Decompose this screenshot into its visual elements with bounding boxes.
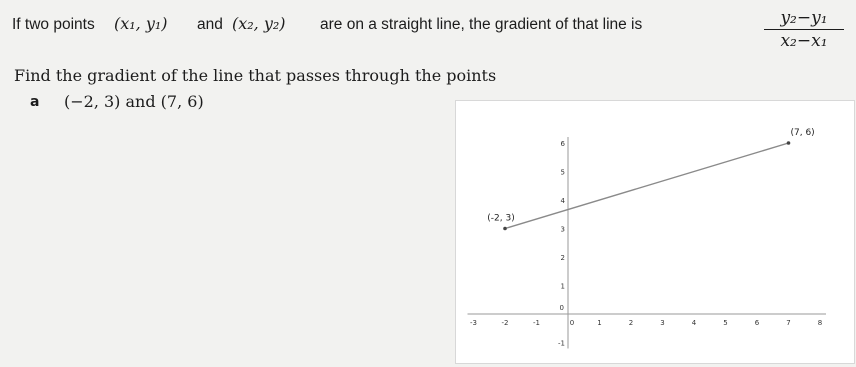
intro-statement (12, 6, 852, 64)
x-tick-label: 4 (691, 319, 697, 327)
formula-numerator: y₂−y₁ (764, 8, 844, 30)
x-tick-label: 5 (723, 319, 728, 327)
question-text: Find the gradient of the line that passes through the points (14, 66, 497, 85)
y-tick-label: 1 (560, 282, 565, 291)
x-tick-label: 6 (754, 319, 760, 327)
point-two: (x₂, y₂) (232, 14, 286, 33)
x-tick-label: -1 (533, 319, 540, 327)
gradient-line (505, 143, 789, 229)
part-a-label: a (30, 94, 40, 110)
point-annotation: (-2, 3) (487, 213, 515, 224)
point-one: (x₁, y₁) (114, 14, 168, 33)
graph-svg (456, 101, 854, 363)
x-tick-label: 7 (786, 319, 791, 327)
point-annotation: (7, 6) (790, 128, 815, 138)
y-tick-label: 6 (560, 140, 565, 148)
point-marker (787, 141, 791, 145)
y-tick-label: 4 (560, 197, 565, 205)
y-tick-label: 0 (559, 304, 564, 312)
x-tick-label: 8 (817, 319, 823, 327)
part-a-points: (−2, 3) and (7, 6) (64, 92, 204, 111)
x-tick-label: 2 (628, 319, 634, 327)
formula-denominator: x₂−x₁ (780, 31, 828, 51)
x-tick-label: 0 (569, 319, 575, 327)
x-tick-label: 3 (660, 319, 665, 327)
x-tick-label: 1 (597, 319, 602, 327)
y-tick-label: 5 (560, 168, 565, 177)
intro-and: and (197, 16, 223, 33)
coordinate-graph (455, 100, 855, 364)
y-tick-label: 2 (560, 254, 565, 262)
intro-text-2: are on a straight line, the gradient of that line is (320, 16, 643, 33)
gradient-formula (764, 8, 844, 51)
x-tick-label: -2 (501, 319, 509, 327)
y-tick-label: -1 (558, 339, 565, 348)
x-tick-label: -3 (470, 319, 477, 327)
y-tick-label: 3 (560, 225, 565, 234)
point-marker (503, 227, 507, 231)
intro-text-1: If two points (12, 16, 95, 33)
